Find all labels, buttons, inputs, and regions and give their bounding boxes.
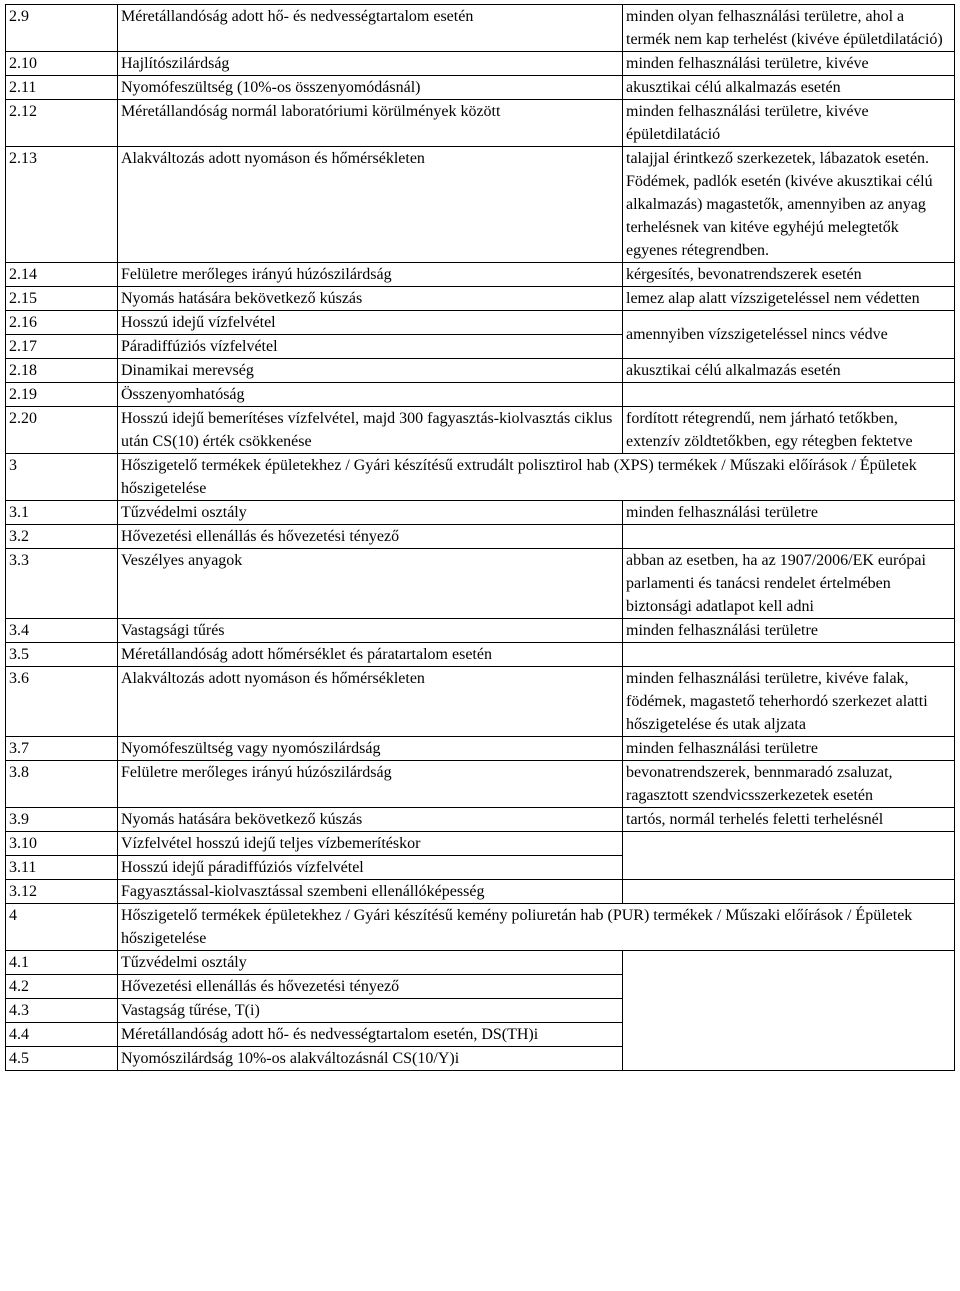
table-row: [6, 667, 955, 737]
table-row: [6, 549, 955, 619]
row-number: 4.2: [6, 975, 118, 999]
property-name: Hővezetési ellenállás és hővezetési tényező: [118, 525, 623, 549]
row-number: 3.12: [6, 880, 118, 904]
row-number: 3.4: [6, 619, 118, 643]
row-number: 4.5: [6, 1047, 118, 1071]
property-name: Alakváltozás adott nyomáson és hőmérsékleten: [118, 667, 623, 737]
property-name: Méretállandóság normál laboratóriumi körülmények között: [118, 100, 623, 147]
application-scope: lemez alap alatt vízszigeteléssel nem védetten: [623, 287, 955, 311]
table-row: [6, 832, 955, 856]
row-number: 3.2: [6, 525, 118, 549]
row-number: 3.6: [6, 667, 118, 737]
table-row: [6, 501, 955, 525]
application-scope: [623, 951, 955, 1071]
property-name: Hosszú idejű vízfelvétel: [118, 311, 623, 335]
row-number: 3.10: [6, 832, 118, 856]
table-row: [6, 359, 955, 383]
table-row: [6, 287, 955, 311]
table-row: [6, 407, 955, 454]
row-number: 2.16: [6, 311, 118, 335]
application-scope: minden olyan felhasználási területre, ahol a termék nem kap terhelést (kivéve épületdilatáció): [623, 5, 955, 52]
application-scope: [623, 383, 955, 407]
table-row: [6, 761, 955, 808]
application-scope: [623, 525, 955, 549]
table-row: [6, 5, 955, 52]
application-scope: tartós, normál terhelés feletti terhelésnél: [623, 808, 955, 832]
application-scope: minden felhasználási területre, kivéve: [623, 52, 955, 76]
property-name: Nyomószilárdság 10%-os alakváltozásnál CS(10/Y)i: [118, 1047, 623, 1071]
row-number: 4.4: [6, 1023, 118, 1047]
application-scope: minden felhasználási területre, kivéve épületdilatáció: [623, 100, 955, 147]
row-number: 2.19: [6, 383, 118, 407]
row-number: 3.8: [6, 761, 118, 808]
property-name: Hosszú idejű páradiffúziós vízfelvétel: [118, 856, 623, 880]
property-name: Méretállandóság adott hőmérséklet és páratartalom esetén: [118, 643, 623, 667]
table-row: [6, 737, 955, 761]
row-number: 2.18: [6, 359, 118, 383]
table-row: [6, 643, 955, 667]
row-number: 4.3: [6, 999, 118, 1023]
application-scope: [623, 832, 955, 880]
application-scope: abban az esetben, ha az 1907/2006/EK európai parlamenti és tanácsi rendelet értelmében biztonsági adatlapot kell adni: [623, 549, 955, 619]
row-number: 2.15: [6, 287, 118, 311]
table-row: [6, 311, 955, 335]
row-number: 2.13: [6, 147, 118, 263]
row-number: 3.3: [6, 549, 118, 619]
table-row: [6, 100, 955, 147]
application-scope: minden felhasználási területre, kivéve falak, födémek, magastető teherhordó szerkezet alatti hőszigetelése és utak aljzata: [623, 667, 955, 737]
application-scope: fordított rétegrendű, nem járható tetőkben, extenzív zöldtetőkben, egy rétegben fektetve: [623, 407, 955, 454]
section-title: Hőszigetelő termékek épületekhez / Gyári készítésű kemény poliuretán hab (PUR) termékek / Műszaki előírások / Épületek hőszigetelése: [118, 904, 955, 951]
row-number: 3: [6, 454, 118, 501]
application-scope: bevonatrendszerek, bennmaradó zsaluzat, ragasztott szendvicsszerkezetek esetén: [623, 761, 955, 808]
property-name: Nyomás hatására bekövetkező kúszás: [118, 287, 623, 311]
table-row: [6, 383, 955, 407]
property-name: Páradiffúziós vízfelvétel: [118, 335, 623, 359]
application-scope: [623, 880, 955, 904]
requirements-table: [5, 4, 955, 1071]
application-scope: amennyiben vízszigeteléssel nincs védve: [623, 311, 955, 359]
property-name: Nyomás hatására bekövetkező kúszás: [118, 808, 623, 832]
property-name: Vízfelvétel hosszú idejű teljes vízbemerítéskor: [118, 832, 623, 856]
property-name: Tűzvédelmi osztály: [118, 951, 623, 975]
property-name: Dinamikai merevség: [118, 359, 623, 383]
property-name: Vastagság tűrése, T(i): [118, 999, 623, 1023]
table-row: [6, 525, 955, 549]
property-name: Méretállandóság adott hő- és nedvességtartalom esetén: [118, 5, 623, 52]
section-row: [6, 904, 955, 951]
row-number: 2.20: [6, 407, 118, 454]
property-name: Felületre merőleges irányú húzószilárdság: [118, 761, 623, 808]
application-scope: [623, 643, 955, 667]
application-scope: minden felhasználási területre: [623, 737, 955, 761]
table-row: [6, 808, 955, 832]
property-name: Alakváltozás adott nyomáson és hőmérsékleten: [118, 147, 623, 263]
table-row: [6, 147, 955, 263]
row-number: 2.17: [6, 335, 118, 359]
row-number: 2.9: [6, 5, 118, 52]
table-row: [6, 880, 955, 904]
property-name: Hővezetési ellenállás és hővezetési tényező: [118, 975, 623, 999]
row-number: 2.14: [6, 263, 118, 287]
property-name: Tűzvédelmi osztály: [118, 501, 623, 525]
property-name: Veszélyes anyagok: [118, 549, 623, 619]
row-number: 3.1: [6, 501, 118, 525]
property-name: Fagyasztással-kiolvasztással szembeni ellenállóképesség: [118, 880, 623, 904]
row-number: 3.7: [6, 737, 118, 761]
table-row: [6, 263, 955, 287]
row-number: 4: [6, 904, 118, 951]
section-row: [6, 454, 955, 501]
row-number: 3.11: [6, 856, 118, 880]
requirements-table-body: [6, 5, 955, 1071]
property-name: Hosszú idejű bemerítéses vízfelvétel, majd 300 fagyasztás-kiolvasztás ciklus után CS(10) érték csökkenése: [118, 407, 623, 454]
application-scope: talajjal érintkező szerkezetek, lábazatok esetén. Födémek, padlók esetén (kivéve akusztikai célú alkalmazás) magastetők, amennyiben az anyag terhelésnek van kitéve egyhéjú melegtetők egyenes rétegrendben.: [623, 147, 955, 263]
table-row: [6, 951, 955, 975]
property-name: Nyomófeszültség vagy nyomószilárdság: [118, 737, 623, 761]
row-number: 2.12: [6, 100, 118, 147]
property-name: Méretállandóság adott hő- és nedvességtartalom esetén, DS(TH)i: [118, 1023, 623, 1047]
application-scope: minden felhasználási területre: [623, 501, 955, 525]
property-name: Felületre merőleges irányú húzószilárdság: [118, 263, 623, 287]
row-number: 2.11: [6, 76, 118, 100]
section-title: Hőszigetelő termékek épületekhez / Gyári készítésű extrudált polisztirol hab (XPS) termékek / Műszaki előírások / Épületek hőszigetelése: [118, 454, 955, 501]
table-row: [6, 76, 955, 100]
row-number: 3.9: [6, 808, 118, 832]
property-name: Nyomófeszültség (10%-os összenyomódásnál): [118, 76, 623, 100]
property-name: Vastagsági tűrés: [118, 619, 623, 643]
table-row: [6, 52, 955, 76]
row-number: 2.10: [6, 52, 118, 76]
table-row: [6, 619, 955, 643]
row-number: 3.5: [6, 643, 118, 667]
application-scope: akusztikai célú alkalmazás esetén: [623, 76, 955, 100]
application-scope: kérgesítés, bevonatrendszerek esetén: [623, 263, 955, 287]
application-scope: minden felhasználási területre: [623, 619, 955, 643]
property-name: Hajlítószilárdság: [118, 52, 623, 76]
row-number: 4.1: [6, 951, 118, 975]
application-scope: akusztikai célú alkalmazás esetén: [623, 359, 955, 383]
property-name: Összenyomhatóság: [118, 383, 623, 407]
